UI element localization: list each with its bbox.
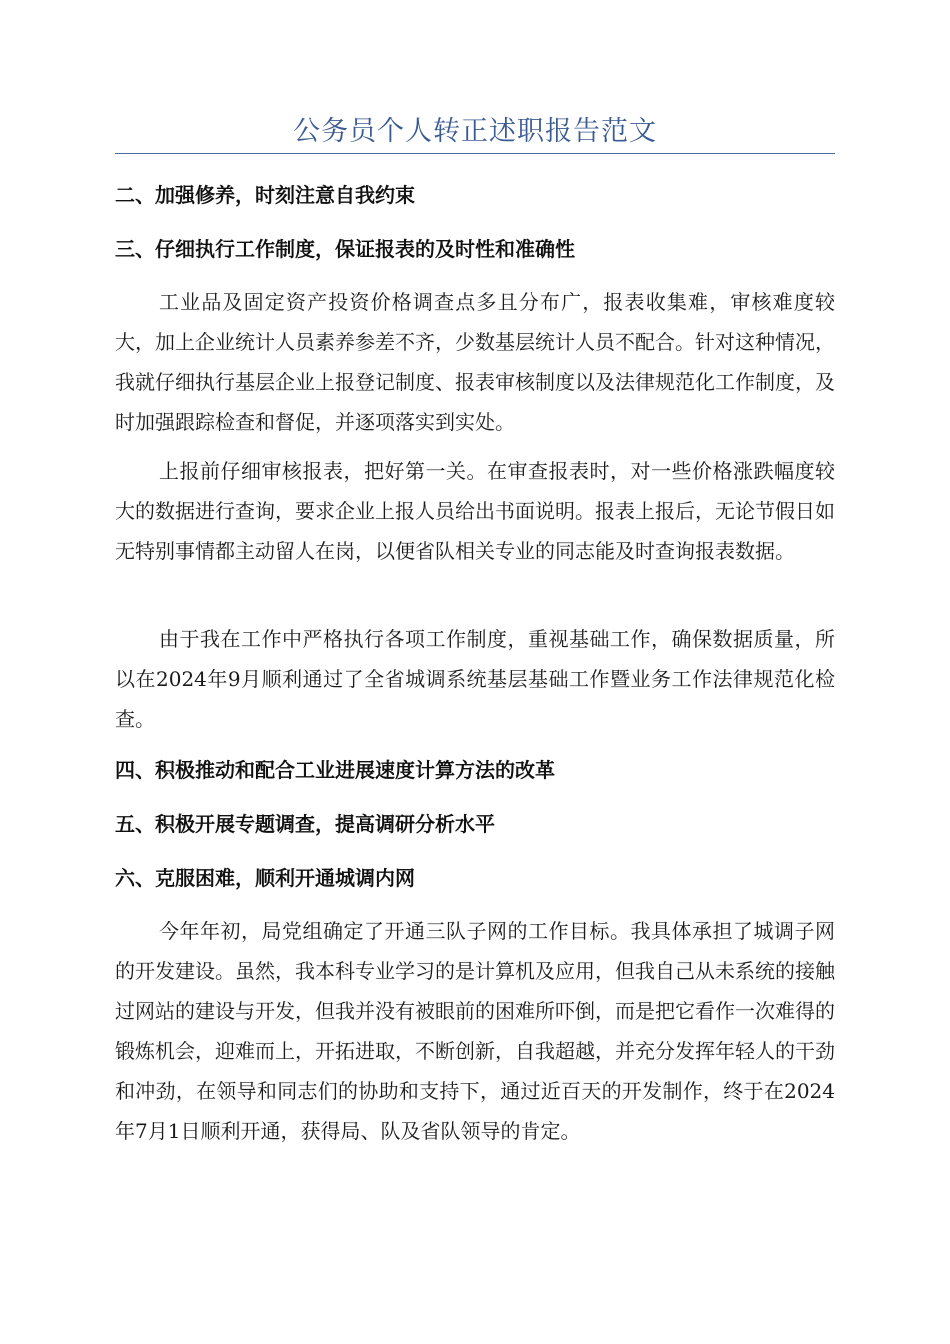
title-underline: [115, 153, 835, 154]
paragraph-2: 上报前仔细审核报表，把好第一关。在审查报表时，对一些价格涨跌幅度较大的数据进行查询，要求企业上报人员给出书面说明。报表上报后，无论节假日如无特别事情都主动留人在岗，以便省队相关专业的同志能及时查询报表数据。: [115, 459, 835, 563]
section-heading-3: 三、仔细执行工作制度，保证报表的及时性和准确性: [115, 237, 575, 261]
section-heading-5: 五、积极开展专题调查，提高调研分析水平: [115, 812, 495, 836]
paragraph-4: 今年年初，局党组确定了开通三队子网的工作目标。我具体承担了城调子网的开发建设。虽然，我本科专业学习的是计算机及应用，但我自己从未系统的接触过网站的建设与开发，但我并没有被眼前的困难所吓倒，而是把它看作一次难得的锻炼机会，迎难而上，开拓进取，不断创新，自我超越，并充分发挥年轻人的干劲和冲劲，在领导和同志们的协助和支持下，通过近百天的开发制作，终于在2024年7月1日顺利开通，获得局、队及省队领导的肯定。: [115, 919, 835, 1143]
section-heading-6: 六、克服困难，顺利开通城调内网: [115, 866, 415, 890]
paragraph-3: 由于我在工作中严格执行各项工作制度，重视基础工作，确保数据质量，所以在2024年9月顺利通过了全省城调系统基层基础工作暨业务工作法律规范化检查。: [115, 627, 835, 731]
section-heading-2: 二、加强修养，时刻注意自我约束: [115, 183, 415, 207]
document-title: 公务员个人转正述职报告范文: [293, 116, 657, 147]
section-heading-4: 四、积极推动和配合工业进展速度计算方法的改革: [115, 758, 555, 782]
paragraph-1: 工业品及固定资产投资价格调查点多且分布广，报表收集难，审核难度较大，加上企业统计人员素养参差不齐，少数基层统计人员不配合。针对这种情况，我就仔细执行基层企业上报登记制度、报表审核制度以及法律规范化工作制度，及时加强跟踪检查和督促，并逐项落实到实处。: [115, 290, 835, 434]
